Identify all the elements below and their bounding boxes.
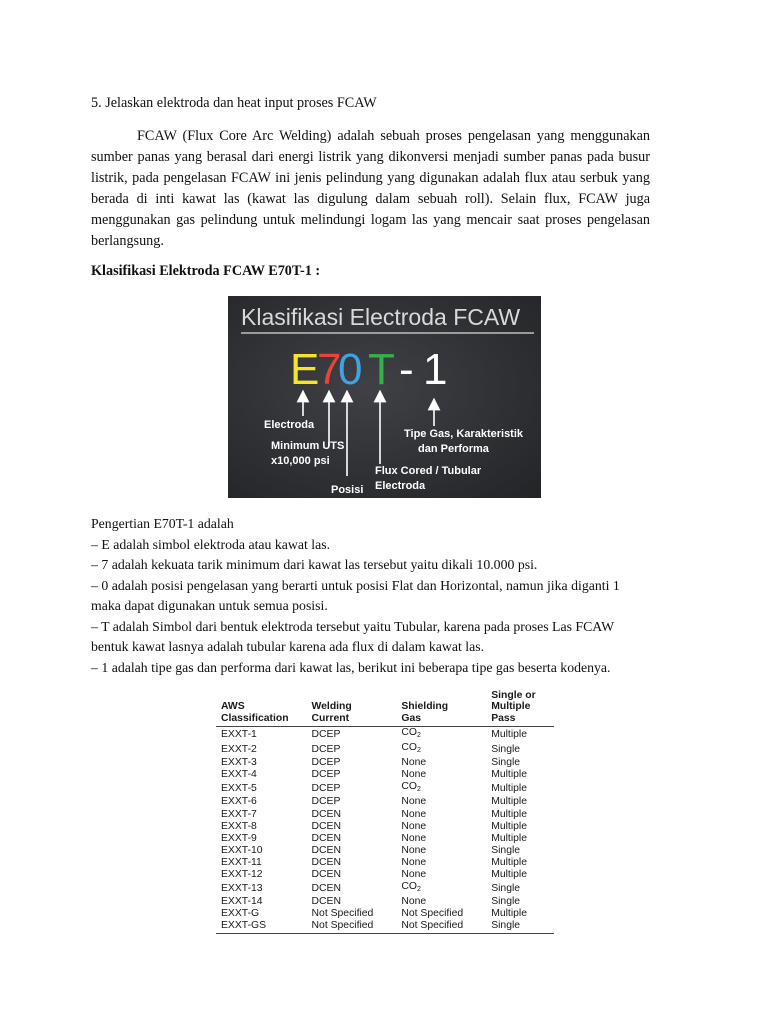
code-e70t-1 (290, 345, 447, 394)
table-cell: DCEN (311, 856, 341, 868)
table-row (216, 742, 554, 757)
table-cell: EXXT-8 (221, 820, 257, 832)
explanation-item: maka dapat digunakan untuk semua posisi. (91, 598, 328, 613)
intro-paragraph: FCAW (Flux Core Arc Welding) adalah sebuah proses pengelasan yang menggunakan sumber panas yang berasal dari energi listrik yang dikonversi menjadi sumber panas pada busur listrik, pada pengelasan FCAW ini jenis pelindung yang digunakan adalah flux atau serbuk yang berada di inti kawat las (kawat las digulung dalam sebuah roll). Selain flux, FCAW juga menggunakan gas pelindung untuk melindungi logam las yang mencair saat proses pengelasan berlangsung. (91, 128, 650, 249)
table-row (216, 908, 554, 920)
table-cell: None (401, 869, 427, 881)
label-gas-line2: dan Performa (418, 443, 489, 455)
table-row (216, 881, 554, 896)
table-cell: DCEP (311, 743, 341, 755)
table-row (216, 769, 554, 781)
explanation-item: bentuk kawat lasnya adalah tubular karena ada flux di dalam kawat las. (91, 639, 485, 654)
explanation-intro: Pengertian E70T-1 adalah (91, 516, 234, 531)
classification-figure (228, 296, 541, 498)
table-cell: DCEP (311, 757, 341, 769)
table-cell: None (401, 832, 427, 844)
table-cell: None (401, 856, 427, 868)
aws-classification-table (216, 690, 554, 934)
table-cell: EXXT-5 (221, 782, 257, 794)
label-uts-line1: Minimum UTS (271, 440, 345, 452)
table-cell: Multiple (491, 808, 527, 820)
table-cell: DCEN (311, 844, 341, 856)
table-cell: DCEP (311, 782, 341, 794)
label-posisi: Posisi (331, 484, 364, 496)
table-cell: $CO_2$ (401, 881, 421, 894)
table-cell: EXXT-GS (216, 920, 307, 933)
table-cell: DCEN (311, 820, 341, 832)
table-cell: None (401, 844, 427, 856)
table-cell: DCEN (311, 882, 341, 894)
table-cell: None (401, 769, 427, 781)
table-header-row (216, 713, 554, 727)
table-row (216, 920, 554, 933)
table-row (216, 796, 554, 808)
table-cell: Single (491, 757, 521, 769)
table-row (216, 869, 554, 881)
table-cell: EXXT-7 (221, 808, 257, 820)
table-cell: Single (491, 882, 521, 894)
table-cell: Single (491, 896, 521, 908)
header-classification: Classification (216, 713, 307, 727)
table-cell: DCEN (311, 896, 341, 908)
table-cell: Multiple (491, 769, 527, 781)
table-cell: DCEP (311, 796, 341, 808)
table-cell: EXXT-2 (221, 743, 257, 755)
gas-type-table (216, 690, 554, 932)
table-cell: EXXT-9 (221, 832, 257, 844)
explanation-item: – 1 adalah tipe gas dan performa dari kawat las, berikut ini beberapa tipe gas beserta kodenya. (91, 659, 611, 675)
table-cell: Single (491, 743, 521, 755)
code-dash: - (399, 345, 414, 394)
table-cell: EXXT-13 (221, 882, 263, 894)
figure-title: Klasifikasi Electroda FCAW (241, 304, 521, 330)
table-header-row (216, 690, 554, 713)
table-cell: $CO_2$ (401, 742, 421, 755)
table-cell: DCEN (311, 808, 341, 820)
explanation-item: – E adalah simbol elektroda atau kawat las. (91, 536, 331, 552)
table-cell: DCEP (311, 728, 341, 740)
table-cell: Multiple (491, 782, 527, 794)
label-uts-line2: x10,000 psi (271, 455, 330, 467)
explanation-item: – 7 adalah kekuata tarik minimum dari kawat las tersebut yaitu dikali 10.000 psi. (91, 557, 538, 572)
table-row (216, 896, 554, 908)
explanation-item: – T adalah Simbol dari bentuk elektroda tersebut yaitu Tubular, karena pada proses Las FCAW (91, 618, 615, 634)
table-cell: DCEN (311, 832, 341, 844)
label-flux-line2: Electroda (375, 480, 426, 492)
table-cell: Single (486, 920, 554, 933)
table-cell: None (401, 796, 427, 808)
table-cell: EXXT-6 (221, 796, 257, 808)
header-welding: Welding (311, 701, 352, 712)
table-body (216, 727, 554, 934)
code-letter-e: E (290, 345, 320, 394)
header-gas: Gas (396, 713, 486, 727)
table-cell: $CO_2$ (401, 727, 421, 739)
header-pass: Pass (486, 713, 554, 727)
table-cell: Not Specified (396, 920, 486, 933)
code-digit-1: 1 (423, 345, 448, 394)
table-cell: Multiple (491, 820, 527, 832)
table-cell: Multiple (491, 856, 527, 868)
table-cell: None (401, 808, 427, 820)
table-cell: EXXT-3 (221, 757, 257, 769)
classification-diagram (228, 296, 541, 498)
table-cell: EXXT-12 (221, 869, 263, 881)
label-electroda: Electroda (264, 419, 315, 431)
table-cell: EXXT-1 (221, 728, 257, 740)
header-single-or-multiple: Single or Multiple (491, 690, 536, 712)
label-flux-line1: Flux Cored / Tubular (375, 465, 482, 477)
table-cell: DCEN (311, 869, 341, 881)
table-cell: None (401, 896, 427, 908)
table-cell: None (401, 820, 427, 832)
table-cell: EXXT-G (221, 908, 260, 920)
code-digit-0: 0 (338, 345, 363, 394)
code-letter-t: T (368, 345, 395, 394)
table-cell: Not Specified (401, 908, 464, 920)
table-cell: $CO_2$ (401, 781, 421, 794)
table-cell: Single (491, 844, 521, 856)
label-gas-line1: Tipe Gas, Karakteristik (404, 428, 524, 440)
table-cell: Multiple (491, 728, 527, 740)
table-cell: EXXT-4 (221, 769, 257, 781)
table-cell: Not Specified (307, 920, 397, 933)
section-heading: Klasifikasi Elektroda FCAW E70T-1 : (91, 263, 321, 279)
table-cell: Multiple (491, 908, 527, 920)
explanation-block (91, 514, 651, 678)
table-row (216, 833, 554, 845)
table-row (216, 821, 554, 833)
header-shielding: Shielding (401, 701, 449, 712)
explanation-item: – 0 adalah posisi pengelasan yang berarti untuk posisi Flat dan Horizontal, namun jika diganti 1 (91, 577, 620, 593)
table-cell: DCEP (311, 769, 341, 781)
table-cell: Multiple (491, 796, 527, 808)
table-row (216, 757, 554, 769)
question-heading: 5. Jelaskan elektroda dan heat input proses FCAW (91, 95, 377, 111)
table-cell: Multiple (491, 832, 527, 844)
table-cell: Not Specified (311, 908, 374, 920)
table-row (216, 781, 554, 796)
table-cell: Multiple (491, 869, 527, 881)
table-row (216, 845, 554, 857)
header-current: Current (307, 713, 397, 727)
table-row (216, 809, 554, 821)
code-digit-7: 7 (317, 345, 342, 394)
table-cell: EXXT-10 (221, 844, 263, 856)
table-cell: EXXT-11 (221, 856, 262, 868)
table-row (216, 857, 554, 869)
header-aws: AWS (221, 701, 245, 712)
table-cell: None (401, 757, 427, 769)
table-row (216, 727, 554, 743)
table-cell: EXXT-14 (221, 896, 263, 908)
